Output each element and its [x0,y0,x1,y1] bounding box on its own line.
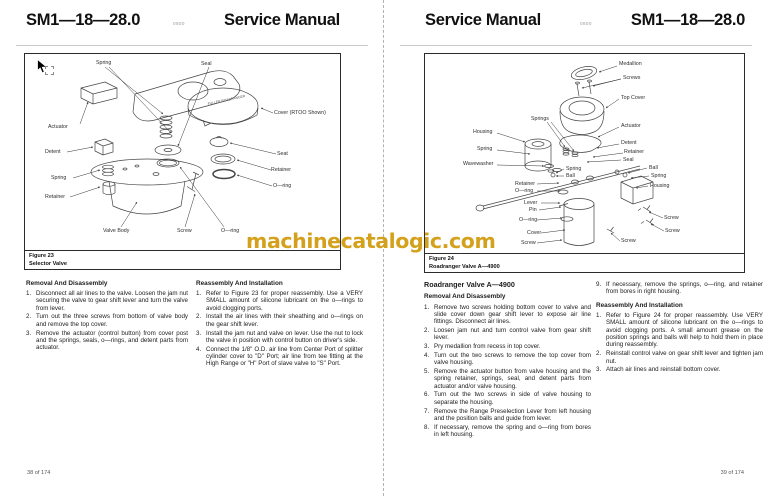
item-text: Install the jam nut and valve on lever. Use the nut to lock the valve in position with control button on driver's side. [206,329,363,344]
figure-part-label: Screw [665,228,680,234]
item-text: Refer to Figure 24 for proper reassembly. Use VERY SMALL amount of silicone lubricant on the o—rings to avoid clogging ports. A small amount grease on the position springs and balls will help to hold them in place during reassembly. [606,312,763,349]
item-text: Remove the actuator button from valve housing and the spring retainer, springs, seal, and detent parts from actuator and/or valve housing. [434,368,591,390]
item-number: 4. [424,351,430,359]
figure-part-label: Housing [473,129,493,135]
figure-part-label: Ball [566,173,575,179]
item-number: 2. [596,350,602,358]
figure-part-label: Spring [51,175,67,181]
item-number: 2. [424,326,430,334]
figure-part-label: Screw [664,215,679,221]
page-code: SM1—18—28.0 [630,11,745,29]
item-text: Refer to Figure 23 for proper reassembly. Use a VERY SMALL amount of silicone lubricant on the o—rings to avoid clogging ports. [206,290,363,312]
removal-column [26,280,188,353]
item-text: Turn out the two screws in side of valve housing to separate the housing. [434,391,591,406]
item-text: Turn out the three screws from bottom of valve body and remove the top cover. [36,313,188,328]
figure-part-label: Screw [621,238,636,244]
figure-caption [425,253,744,272]
figure-part-label: Actuator [48,124,68,130]
item-text: If necessary, remove the springs, o—ring, and retainer from bores in right housing. [606,281,763,296]
figure-part-label: Screw [521,240,536,246]
watermark-text: machinecatalogic.com [246,229,496,253]
section-heading: Reassembly And Installation [596,302,683,310]
figure-part-label: Retainer [624,149,645,155]
item-text: Reinstall control valve on gear shift lever and tighten jam nut. [606,350,763,365]
item-number: 1. [424,303,430,311]
item-number: 1. [596,312,602,320]
item-number: 1. [196,290,202,298]
section-title: Roadranger Valve A—4900 [424,280,515,289]
page-title: Service Manual [224,11,340,29]
section-heading: Reassembly And Installation [196,280,283,287]
leader-lines [67,67,276,227]
item-number: 3. [196,329,202,337]
list-item [424,352,591,367]
reassembly-column [196,280,363,369]
figure-part-label: Housing [650,183,670,189]
item-number: 4. [196,345,202,353]
item-text: Attach air lines and reinstall bottom cover. [606,366,721,374]
list-item [196,346,363,368]
item-number: 2. [26,313,32,321]
item-text: Remove the actuator (control button) from cover post and the springs, seals, o—rings, and detent parts from actuator. [36,329,188,352]
item-text: Pry medallion from recess in top cover. [434,343,541,351]
list-item [424,343,591,350]
figure-part-label: Retainer [271,167,292,173]
list-item [424,368,591,390]
cover-engraving-text: FULLER ROADRANGER [207,94,246,106]
item-number: 1. [26,290,32,298]
list-item [26,313,188,328]
figure-part-label: Retainer [515,181,536,187]
figure-part-label: Valve Body [103,228,130,234]
revision-code: 0800 [580,21,592,26]
item-number: 2. [196,313,202,321]
figure-part-label: Cover [527,230,542,236]
figure-part-label: Actuator [621,123,641,129]
page-number: 38 of 174 [27,470,51,476]
figure-part-label: Spring [651,173,667,179]
figure-part-label: Cover (RTOO Shown) [274,110,326,116]
item-number: 3. [596,366,602,374]
item-number: 8. [424,423,430,431]
selector-valve-diagram [25,54,340,250]
figure-number: Figure 23 [29,253,54,259]
item-number: 6. [424,391,430,399]
revision-code: 0800 [173,21,185,26]
item-text: Disconnect all air lines to the valve. Loosen the jam nut securing the valve to gear shift lever and turn the valve from lever. [36,290,188,312]
reassembly-column [596,281,763,375]
figure-title: Roadranger Valve A—4900 [429,263,500,270]
list-item [196,330,363,345]
figure-part-label: Pin [529,207,537,213]
item-text: Loosen jam nut and turn control valve from gear shift lever. [434,326,591,342]
list-item [424,304,591,326]
item-number: 7. [424,407,430,415]
header-divider [400,45,752,46]
figure-part-label: O—ring [221,228,240,234]
item-text: Remove the Range Preselection Lever from left housing and the position balls and guide from lever. [434,407,591,422]
figure-part-label: Wavewasher [463,161,494,167]
page-code: SM1—18—28.0 [26,11,141,29]
header-divider [16,45,368,46]
roadranger-valve-diagram [425,54,744,253]
page-title: Service Manual [425,11,541,29]
figure-part-label: Lever [524,200,538,206]
item-number: 5. [424,368,430,376]
list-item [424,391,591,406]
figure-part-label: Seal [623,157,634,163]
item-text: Remove two screws holding bottom cover to valve and slide cover down gear shift lever to expose air line fittings. Disconnect air lines. [434,303,591,326]
figure-part-label: Detent [621,140,637,146]
list-item [424,408,591,423]
figure-part-label: O—ring [273,183,292,189]
figure-part-label: Retainer [45,194,66,200]
list-item [424,327,591,342]
figure-part-label: Ball [649,165,658,171]
list-item [596,281,763,296]
figure-part-label: Screw [177,228,192,234]
figure-part-label: Spring [566,166,582,172]
section-heading: Removal And Disassembly [424,293,506,301]
list-item [26,330,188,352]
figure-part-label: Spring [477,146,493,152]
item-text: If necessary, remove the spring and o—ring from bores in left housing. [434,423,591,439]
item-number: 9. [596,281,602,288]
list-item [196,313,363,328]
placeholder-box [45,66,54,75]
item-number: 3. [26,329,32,337]
figure-part-label: Seat [277,151,288,157]
figure-title: Selector Valve [29,260,67,267]
section-heading: Removal And Disassembly [26,280,108,287]
figure-part-label: Screws [623,75,641,81]
item-text: Connect the 1/8" O.D. air line from Center Port of splitter cylinder cover to "D" Port; air line from tee fitting at the High Range or "H" Port of slave valve to "S" Port. [206,345,363,368]
list-item [596,312,763,349]
figure-part-label: Springs [531,116,549,122]
list-item [424,424,591,439]
page-number: 39 of 174 [720,470,744,476]
figure-part-label: Top Cover [621,95,646,101]
item-text: Turn out the two screws to remove the top cover from valve housing. [434,351,591,367]
figure-part-label: Medallion [619,61,642,67]
list-item [596,366,763,373]
figure-part-label: Seal [201,61,212,67]
figure-part-label: Detent [45,149,61,155]
list-item [196,290,363,312]
figure-part-label: Spring [96,60,112,66]
item-number: 3. [424,343,430,351]
list-item [26,290,188,312]
exploded-parts [81,71,258,214]
figure-part-label: O—ring [515,188,534,194]
item-text: Install the air lines with their sheathing and o—rings on the gear shift lever. [206,313,363,328]
figure-number: Figure 24 [429,256,454,262]
removal-column [424,281,591,440]
list-item [596,350,763,365]
figure-part-label: O—ring [519,217,538,223]
